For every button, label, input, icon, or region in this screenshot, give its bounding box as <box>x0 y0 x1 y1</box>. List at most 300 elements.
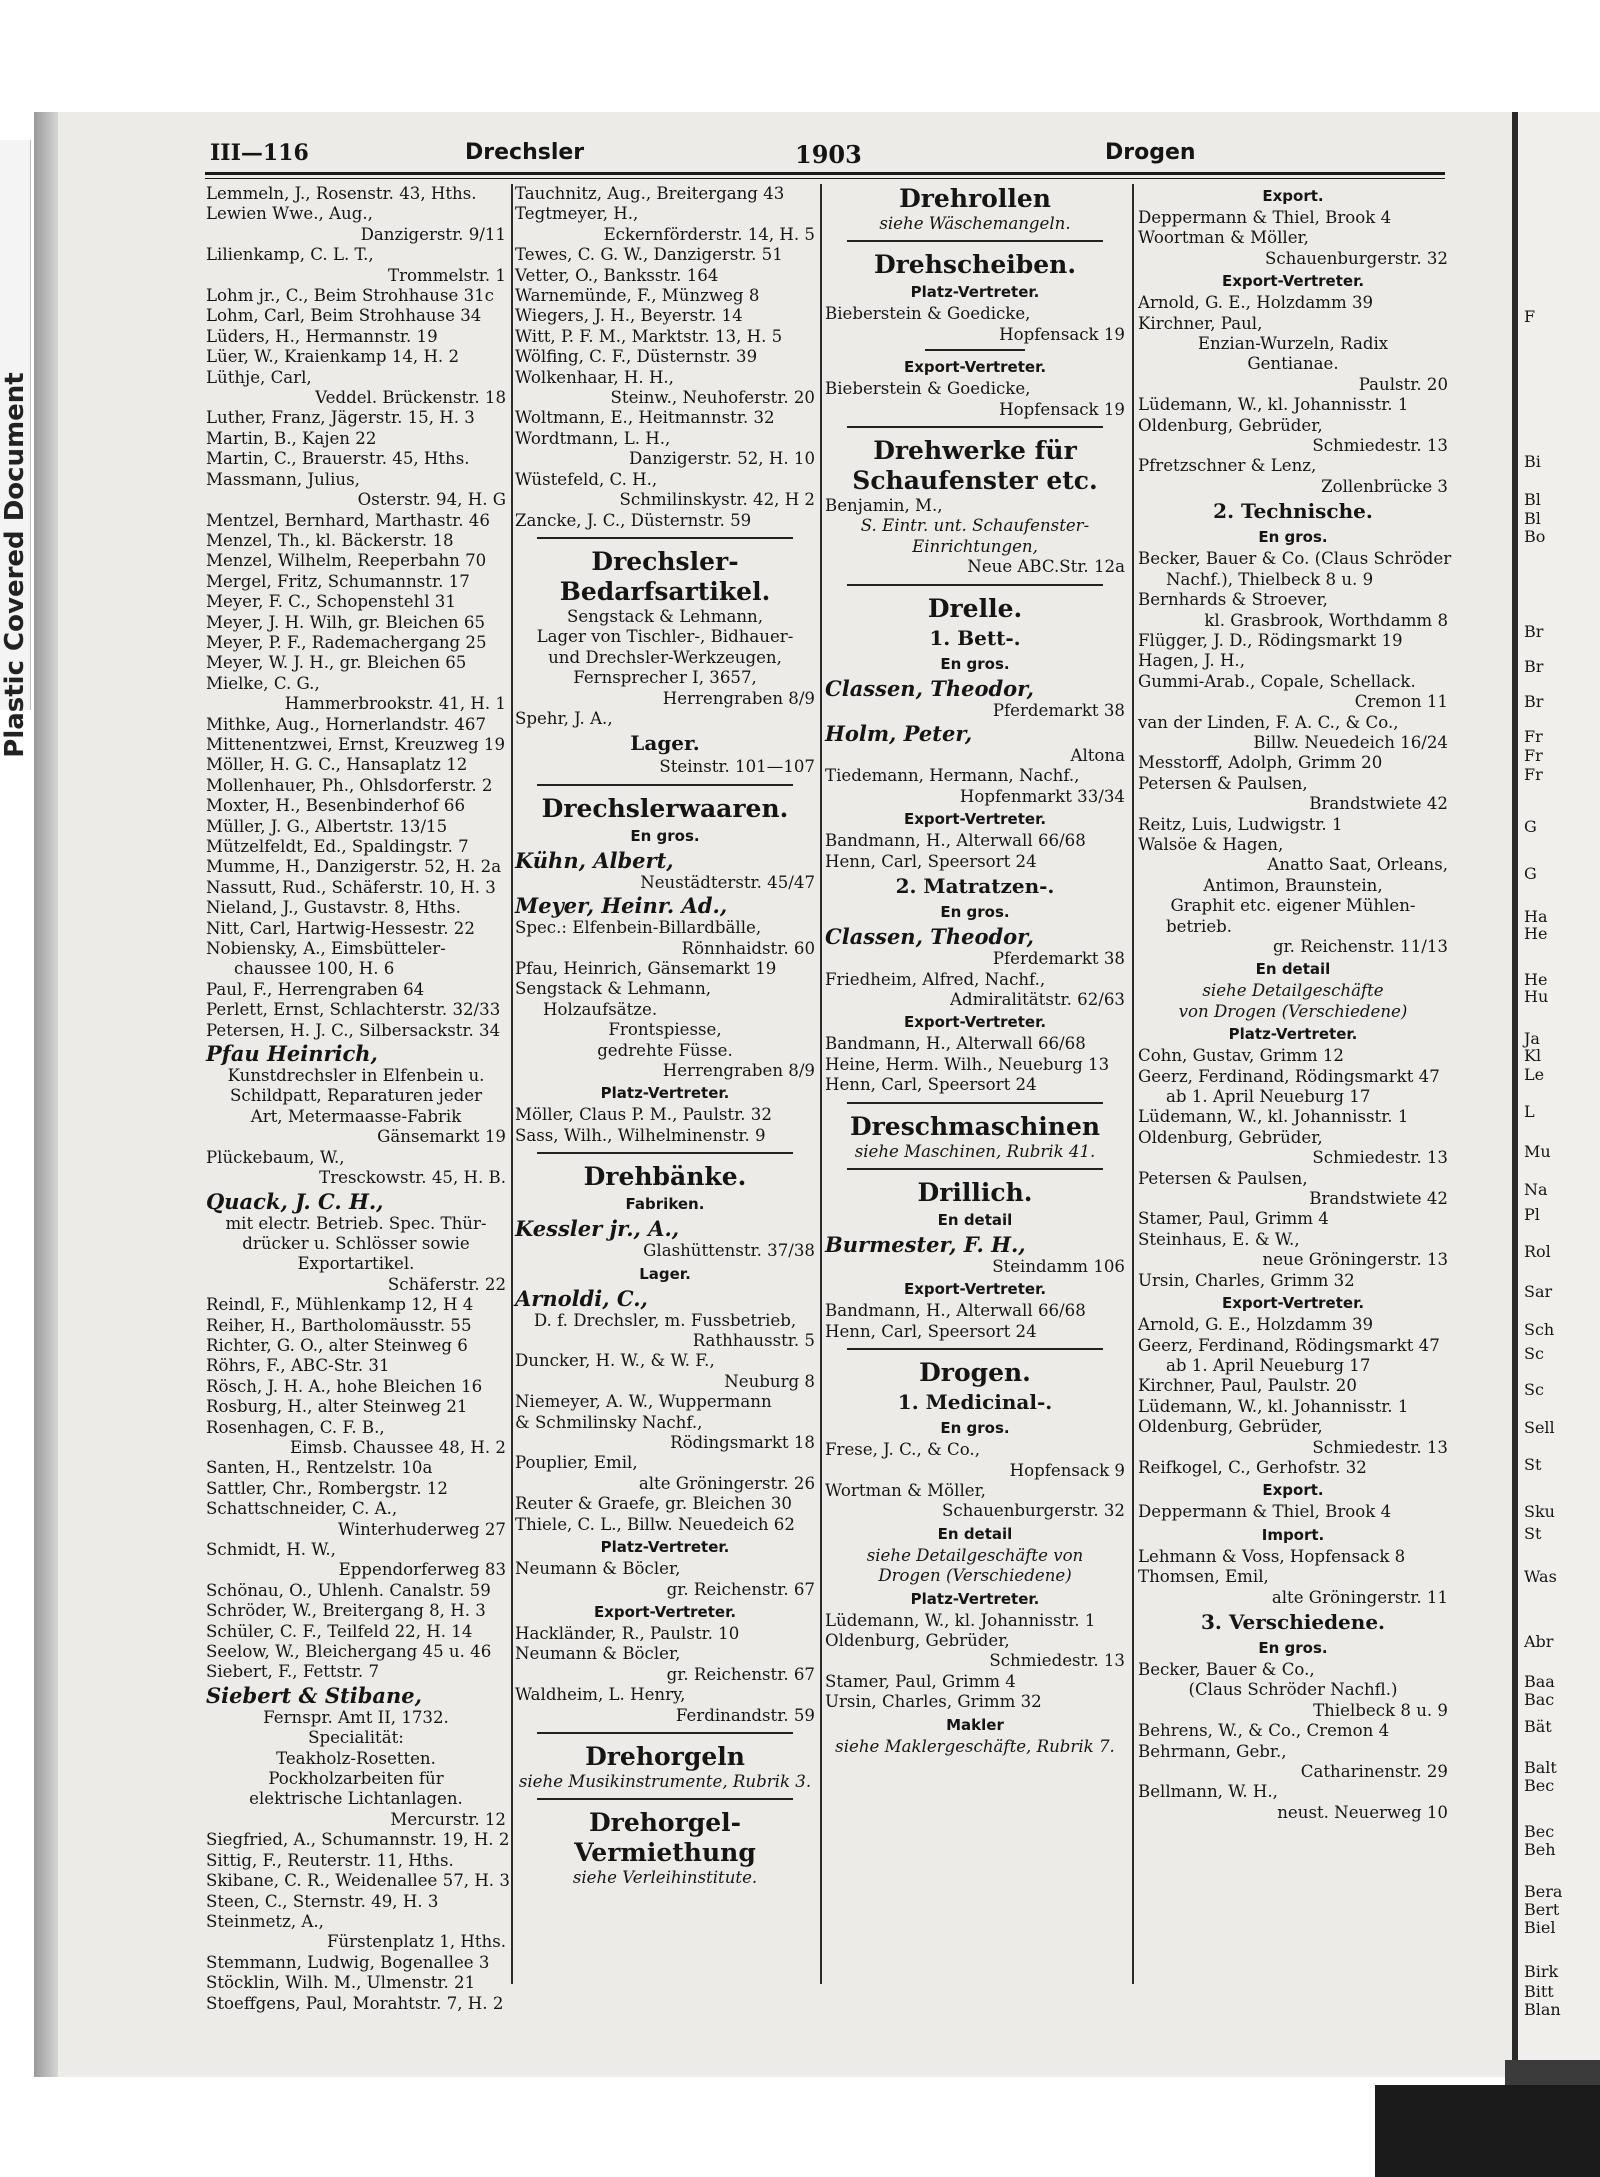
directory-line: drücker u. Schlösser sowie <box>242 1233 470 1253</box>
directory-line: Reitz, Luis, Ludwigstr. 1 <box>1138 814 1343 834</box>
directory-line: Mützelfeldt, Ed., Spaldingstr. 7 <box>206 837 469 856</box>
directory-line: Platz-Vertreter. <box>600 1084 730 1103</box>
directory-line: En detail <box>937 1524 1013 1543</box>
directory-line: Kirchner, Paul, Paulstr. 20 <box>1138 1376 1357 1396</box>
directory-line: Reindl, F., Mühlenkamp 12, H 4 <box>206 1295 474 1315</box>
next-page-fragment: F <box>1524 307 1536 326</box>
directory-line: Luther, Franz, Jägerstr. 15, H. 3 <box>206 408 475 428</box>
next-page-fragment: Ha <box>1524 907 1548 926</box>
directory-line: Eckernförderstr. 14, H. 5 <box>603 224 815 244</box>
directory-line: 1. Bett-. <box>929 625 1021 650</box>
directory-line: Tiedemann, Hermann, Nachf., <box>825 766 1080 786</box>
directory-line: Vetter, O., Banksstr. 164 <box>515 265 719 285</box>
directory-line: Benjamin, M., <box>825 496 943 516</box>
next-page-fragment: He <box>1524 970 1548 989</box>
directory-line: Bellmann, W. H., <box>1138 1782 1278 1802</box>
directory-line: Antimon, Braunstein, <box>1203 875 1383 895</box>
directory-line: neue Gröningerstr. 13 <box>1262 1250 1448 1270</box>
directory-line: kl. Grasbrook, Worthdamm 8 <box>1204 610 1448 630</box>
directory-line: Lager von Tischler-, Bidhauer- <box>536 627 794 647</box>
directory-line: Mentzel, Bernhard, Marthastr. 46 <box>206 510 490 530</box>
directory-line: Ursin, Charles, Grimm 32 <box>1138 1270 1355 1290</box>
next-page-fragment: Br <box>1524 692 1544 711</box>
section-rule <box>847 1168 1103 1170</box>
directory-line: Herrengraben 8/9 <box>662 1061 815 1080</box>
directory-line: Möller, H. G. C., Hansaplatz 12 <box>206 755 468 775</box>
directory-line: Bieberstein & Goedicke, <box>825 379 1031 399</box>
next-page-fragment: Sc <box>1524 1344 1544 1363</box>
header-rule-thick <box>205 172 1445 175</box>
sticker-text: Plastic Covered Document <box>0 372 30 758</box>
directory-line: Pfau Heinrich, <box>206 1041 378 1067</box>
directory-line: Kühn, Albert, <box>515 847 674 873</box>
directory-line: Hopfensack 9 <box>1009 1460 1125 1480</box>
header-rule-thin <box>205 178 1445 179</box>
directory-line: Wüstefeld, C. H., <box>515 469 658 489</box>
directory-line: Bieberstein & Goedicke, <box>825 304 1031 324</box>
directory-line: gr. Reichenstr. 67 <box>666 1664 815 1684</box>
directory-line: Export-Vertreter. <box>903 1280 1047 1299</box>
directory-line: Makler <box>946 1715 1004 1734</box>
directory-line: Steindamm 106 <box>992 1256 1125 1276</box>
next-page-fragment: G <box>1524 864 1537 883</box>
directory-line: Sengstack & Lehmann, <box>515 979 712 999</box>
directory-line: Export-Vertreter. <box>1221 272 1365 291</box>
directory-line: Friedheim, Alfred, Nachf., <box>825 969 1046 989</box>
directory-line: S. Eintr. unt. Schaufenster- <box>860 516 1090 536</box>
directory-line: Sass, Wilh., Wilhelminenstr. 9 <box>515 1125 766 1145</box>
directory-line: Hagen, J. H., <box>1138 651 1245 671</box>
directory-line: Becker, Bauer & Co. (Claus Schröder <box>1138 549 1452 569</box>
directory-line: Rathhausstr. 5 <box>692 1331 815 1351</box>
directory-line: Santen, H., Rentzelstr. 10a <box>206 1458 433 1478</box>
document-label-sticker <box>0 140 31 758</box>
directory-line: Enzian-Wurzeln, Radix <box>1197 334 1389 354</box>
directory-line: Graphit etc. eigener Mühlen- <box>1170 896 1416 916</box>
directory-line: Pfretzschner & Lenz, <box>1138 456 1317 476</box>
directory-line: En gros. <box>1258 1638 1328 1657</box>
directory-line: Röhrs, F., ABC-Str. 31 <box>206 1356 390 1376</box>
directory-line: Stoeffgens, Paul, Morahtstr. 7, H. 2 <box>206 1993 504 2013</box>
directory-line: Export-Vertreter. <box>903 358 1047 377</box>
column-separator <box>1132 184 1134 1984</box>
directory-line: Walsöe & Hagen, <box>1138 834 1284 854</box>
directory-line: Schröder, W., Breitergang 8, H. 3 <box>206 1601 486 1621</box>
directory-line: Oldenburg, Gebrüder, <box>1138 415 1323 435</box>
directory-line: Spehr, J. A., <box>515 708 613 728</box>
directory-line: Brandstwiete 42 <box>1309 1189 1448 1209</box>
directory-line: Holm, Peter, <box>825 721 973 747</box>
directory-line: Classen, Theodor, <box>825 675 1034 701</box>
directory-line: Anatto Saat, Orleans, <box>1267 855 1448 875</box>
directory-line: Winterhuderweg 27 <box>338 1519 506 1539</box>
directory-line: Lüdemann, W., kl. Johannisstr. 1 <box>1138 1107 1409 1127</box>
next-page-fragment: Bl <box>1524 490 1541 509</box>
directory-line: Paulstr. 20 <box>1358 374 1448 394</box>
next-page-fragment: Ja <box>1524 1029 1540 1048</box>
directory-line: Burmester, F. H., <box>825 1231 1026 1257</box>
directory-line: Schmiedestr. 13 <box>1312 1148 1448 1168</box>
next-page-fragment: Sc <box>1524 1380 1544 1399</box>
directory-line: Brandstwiete 42 <box>1309 794 1448 814</box>
directory-line: gedrehte Füsse. <box>597 1040 733 1060</box>
directory-line: Fürstenplatz 1, Hths. <box>326 1932 506 1952</box>
directory-line: Sittig, F., Reuterstr. 11, Hths. <box>206 1850 454 1870</box>
directory-line: En gros. <box>940 1419 1010 1438</box>
directory-line: Behrmann, Gebr., <box>1138 1741 1287 1761</box>
section-rule <box>847 426 1103 428</box>
next-page-fragment: Sell <box>1524 1418 1555 1437</box>
directory-line: Becker, Bauer & Co., <box>1138 1659 1315 1679</box>
directory-line: Mergel, Fritz, Schumannstr. 17 <box>206 571 470 591</box>
next-page-fragment: Pl <box>1524 1205 1540 1224</box>
directory-line: 2. Matratzen-. <box>895 874 1055 899</box>
directory-line: Meyer, F. C., Schopenstehl 31 <box>206 592 456 612</box>
directory-line: Platz-Vertreter. <box>910 1589 1040 1608</box>
directory-line: Niemeyer, A. W., Wuppermann <box>515 1392 772 1412</box>
directory-line: Rosenhagen, C. F. B., <box>206 1417 385 1437</box>
directory-line: Herrengraben 8/9 <box>662 688 815 708</box>
directory-line: Behrens, W., & Co., Cremon 4 <box>1138 1721 1390 1741</box>
directory-line: Schmiedestr. 13 <box>989 1651 1125 1671</box>
directory-line: Pfau, Heinrich, Gänsemarkt 19 <box>515 958 777 978</box>
directory-line: Nassutt, Rud., Schäferstr. 10, H. 3 <box>206 877 496 897</box>
directory-line: Hopfensack 19 <box>999 399 1125 419</box>
directory-line: Deppermann & Thiel, Brook 4 <box>1138 208 1392 227</box>
directory-line: Martin, B., Kajen 22 <box>206 428 377 448</box>
page-number: III—116 <box>210 140 309 166</box>
directory-line: Steinstr. 101—107 <box>659 757 815 777</box>
directory-line: Meyer, P. F., Rademachergang 25 <box>206 632 487 652</box>
directory-line: Siebert, F., Fettstr. 7 <box>206 1662 380 1682</box>
directory-line: Rosburg, H., alter Steinweg 21 <box>206 1397 468 1417</box>
directory-line: Bernhards & Stroever, <box>1138 590 1328 610</box>
directory-line: Henn, Carl, Speersort 24 <box>825 1321 1037 1341</box>
directory-line: Admiralitätstr. 62/63 <box>950 989 1125 1009</box>
directory-line: Drechslerwaaren. <box>541 793 789 823</box>
directory-line: Nachf.), Thielbeck 8 u. 9 <box>1166 569 1374 589</box>
directory-line: Billw. Neuedeich 16/24 <box>1253 732 1448 752</box>
directory-line: Nitt, Carl, Hartwig-Hessestr. 22 <box>206 918 475 938</box>
directory-line: Woltmann, E., Heitmannstr. 32 <box>515 408 775 428</box>
directory-line: Steinw., Neuhoferstr. 20 <box>610 388 815 408</box>
next-page-fragment: Mu <box>1524 1142 1551 1161</box>
directory-line: En detail <box>1255 960 1331 979</box>
directory-line: Stamer, Paul, Grimm 4 <box>1138 1209 1329 1229</box>
directory-line: Hopfensack 19 <box>999 324 1125 344</box>
directory-line: Müller, J. G., Albertstr. 13/15 <box>206 816 448 836</box>
directory-line: Reuter & Graefe, gr. Bleichen 30 <box>515 1494 792 1514</box>
directory-line: Schmilinskystr. 42, H 2 <box>619 490 815 510</box>
directory-line: Schildpatt, Reparaturen jeder <box>229 1086 483 1106</box>
directory-line: Export-Vertreter. <box>593 1602 737 1621</box>
directory-line: Drogen (Verschiedene) <box>878 1566 1072 1586</box>
directory-line: ab 1. April Neueburg 17 <box>1166 1087 1371 1107</box>
directory-line: Petersen & Paulsen, <box>1138 1168 1308 1188</box>
directory-line: Wordtmann, L. H., <box>515 428 671 448</box>
directory-line: (Claus Schröder Nachfl.) <box>1188 1680 1398 1700</box>
directory-line: Rödingsmarkt 18 <box>670 1433 815 1453</box>
directory-line: Schauenburgerstr. 32 <box>941 1501 1125 1521</box>
directory-line: siehe Detailgeschäfte von <box>866 1545 1084 1565</box>
directory-line: Altona <box>1070 746 1125 766</box>
directory-line: Lohm jr., C., Beim Strohhause 31c <box>206 286 494 306</box>
next-page-fragment: Biel <box>1524 1918 1556 1937</box>
directory-line: Rösch, J. H. A., hohe Bleichen 16 <box>206 1376 483 1396</box>
directory-line: Mercurstr. 12 <box>390 1809 506 1829</box>
directory-line: Sattler, Chr., Rombergstr. 12 <box>206 1478 448 1498</box>
directory-line: Trommelstr. 1 <box>388 265 506 285</box>
directory-line: Drillich. <box>917 1177 1033 1207</box>
next-page-fragment: Bera <box>1524 1882 1563 1901</box>
directory-line: Neumann & Böcler, <box>515 1559 681 1579</box>
next-page-fragment: St <box>1524 1455 1542 1474</box>
directory-line: Lehmann & Voss, Hopfensack 8 <box>1138 1546 1406 1566</box>
directory-line: Gummi-Arab., Copale, Schellack. <box>1138 671 1416 691</box>
directory-line: Export-Vertreter. <box>903 1013 1047 1032</box>
directory-line: Drehwerke für <box>873 436 1077 466</box>
directory-line: Neuburg 8 <box>724 1371 815 1391</box>
directory-line: Meyer, J. H. Wilh, gr. Bleichen 65 <box>206 612 485 632</box>
directory-line: Hopfenmarkt 33/34 <box>959 786 1125 806</box>
next-page-fragment: L <box>1524 1102 1535 1121</box>
binding-shadow <box>34 112 58 2077</box>
directory-line: Drechsler- <box>591 546 739 576</box>
directory-line: 1. Medicinal-. <box>897 1390 1053 1415</box>
directory-line: Neustädterstr. 45/47 <box>640 872 815 892</box>
directory-line: Art, Metermaasse-Fabrik <box>250 1106 462 1126</box>
directory-line: Schmiedestr. 13 <box>1312 436 1448 456</box>
section-rule <box>537 1798 793 1800</box>
directory-line: Export-Vertreter. <box>903 810 1047 829</box>
header-year: 1903 <box>795 140 862 169</box>
directory-line: siehe Detailgeschäfte <box>1202 981 1384 1001</box>
directory-line: Osterstr. 94, H. G <box>357 490 506 510</box>
directory-line: Drehbänke. <box>583 1162 747 1192</box>
directory-line: En gros. <box>940 654 1010 673</box>
directory-line: Oldenburg, Gebrüder, <box>1138 1127 1323 1147</box>
directory-line: Thielbeck 8 u. 9 <box>1313 1700 1448 1720</box>
directory-line: Lohm, Carl, Beim Strohhause 34 <box>206 306 482 326</box>
directory-line: Martin, C., Brauerstr. 45, Hths. <box>206 449 470 469</box>
directory-line: Richter, G. O., alter Steinweg 6 <box>206 1335 468 1355</box>
directory-line: gr. Reichenstr. 11/13 <box>1272 937 1448 956</box>
directory-line: Mielke, C. G., <box>206 673 320 693</box>
directory-column-4 <box>1138 184 1452 1823</box>
directory-line: Reiher, H., Bartholomäusstr. 55 <box>206 1315 472 1335</box>
directory-line: Cremon 11 <box>1354 692 1448 712</box>
directory-line: Lilienkamp, C. L. T., <box>206 245 374 265</box>
directory-line: Neue ABC.Str. 12a <box>967 557 1125 577</box>
directory-line: Waldheim, L. Henry, <box>515 1685 686 1705</box>
directory-line: Einrichtungen, <box>912 536 1038 556</box>
directory-line: siehe Verleihinstitute. <box>572 1868 758 1888</box>
next-page-fragment: Bl <box>1524 509 1541 528</box>
directory-line: Platz-Vertreter. <box>910 283 1040 302</box>
directory-line: Fabriken. <box>625 1195 705 1214</box>
directory-line: Platz-Vertreter. <box>600 1538 730 1557</box>
directory-line: Lager. <box>630 731 700 756</box>
directory-line: Dreschmaschinen <box>849 1111 1101 1141</box>
section-rule <box>847 584 1103 586</box>
directory-line: Glashüttenstr. 37/38 <box>643 1241 815 1261</box>
directory-line: Pouplier, Emil, <box>515 1453 638 1473</box>
directory-line: Tewes, C. G. W., Danzigerstr. 51 <box>515 245 783 265</box>
next-page-fragment: Bät <box>1524 1717 1552 1736</box>
directory-line: Drehorgeln <box>585 1741 745 1771</box>
directory-line: & Schmilinsky Nachf., <box>515 1412 703 1432</box>
directory-line: Danzigerstr. 9/11 <box>360 224 506 244</box>
directory-line: Nobiensky, A., Eimsbütteler- <box>206 939 446 959</box>
directory-line: Geerz, Ferdinand, Rödingsmarkt 47 <box>1138 1066 1440 1086</box>
directory-line: neust. Neuerweg 10 <box>1277 1802 1448 1822</box>
directory-line: Platz-Vertreter. <box>1228 1025 1358 1044</box>
directory-line: gr. Reichenstr. 67 <box>666 1579 815 1599</box>
directory-line: En gros. <box>1258 528 1328 547</box>
column-separator <box>511 184 513 1984</box>
next-page-fragment: Birk <box>1524 1962 1559 1981</box>
directory-line: Export. <box>1262 187 1324 205</box>
directory-line: siehe Musikinstrumente, Rubrik 3. <box>518 1771 812 1791</box>
directory-column-3 <box>825 184 1125 1757</box>
next-page-edge <box>1518 112 1600 2077</box>
section-rule <box>537 1732 793 1734</box>
directory-line: Bandmann, H., Alterwall 66/68 <box>825 831 1086 851</box>
next-page-fragment: G <box>1524 817 1537 836</box>
directory-line: Reifkogel, C., Gerhofstr. 32 <box>1138 1457 1367 1477</box>
directory-line: Drogen. <box>919 1358 1031 1388</box>
directory-line: Holzaufsätze. <box>543 999 658 1019</box>
directory-line: En gros. <box>940 903 1010 922</box>
next-page-fragment: St <box>1524 1524 1542 1543</box>
scanner-edge-dark <box>1375 2085 1600 2177</box>
directory-line: Lewien Wwe., Aug., <box>206 204 373 224</box>
section-rule <box>537 1152 793 1154</box>
directory-line: Arnold, G. E., Holzdamm 39 <box>1138 293 1374 313</box>
directory-line: Classen, Theodor, <box>825 924 1034 950</box>
directory-line: Kunstdrechsler in Elfenbein u. <box>227 1066 485 1086</box>
directory-line: En gros. <box>630 826 700 845</box>
section-rule <box>537 537 793 539</box>
directory-line: Kessler jr., A., <box>515 1216 680 1242</box>
directory-line: und Drechsler-Werkzeugen, <box>548 647 782 667</box>
next-page-fragment: Bec <box>1524 1822 1555 1841</box>
directory-line: Danzigerstr. 52, H. 10 <box>629 449 815 469</box>
directory-line: Tegtmeyer, H., <box>515 204 639 224</box>
directory-line: Rönnhaidstr. 60 <box>681 938 815 958</box>
next-page-fragment: Hu <box>1524 987 1549 1006</box>
directory-line: Wortman & Möller, <box>825 1480 986 1500</box>
directory-line: van der Linden, F. A. C., & Co., <box>1138 712 1399 732</box>
directory-line: Möller, Claus P. M., Paulstr. 32 <box>515 1105 772 1125</box>
next-page-fragment: Sku <box>1524 1502 1555 1521</box>
directory-line: Ursin, Charles, Grimm 32 <box>825 1692 1042 1712</box>
next-page-fragment: Bec <box>1524 1776 1555 1795</box>
directory-line: alte Gröningerstr. 11 <box>1271 1587 1448 1607</box>
directory-line: Lüer, W., Kraienkamp 14, H. 2 <box>206 347 460 367</box>
directory-line: Exportartikel. <box>297 1254 415 1274</box>
directory-line: Schmiedestr. 13 <box>1312 1437 1448 1457</box>
directory-line: Bandmann, H., Alterwall 66/68 <box>825 1301 1086 1321</box>
directory-line: Oldenburg, Gebrüder, <box>825 1631 1010 1650</box>
next-page-fragment: Bert <box>1524 1900 1560 1919</box>
next-page-fragment: Bitt <box>1524 1982 1554 2001</box>
next-page-fragment: Na <box>1524 1180 1548 1199</box>
directory-line: Warnemünde, F., Münzweg 8 <box>515 286 760 306</box>
next-page-fragment: Beh <box>1524 1840 1556 1859</box>
directory-line: Mumme, H., Danzigerstr. 52, H. 2a <box>206 857 502 877</box>
directory-line: Hammerbrookstr. 41, H. 1 <box>284 694 506 714</box>
next-page-fragment: Blan <box>1524 2000 1561 2019</box>
next-page-fragment: Fr <box>1524 746 1543 765</box>
directory-line: Schüler, C. F., Teilfeld 22, H. 14 <box>206 1621 473 1641</box>
directory-line: Stöcklin, Wilh. M., Ulmenstr. 21 <box>206 1973 476 1993</box>
section-rule <box>847 240 1103 242</box>
directory-line: Mithke, Aug., Hornerlandstr. 467 <box>206 714 487 734</box>
directory-line: Gänsemarkt 19 <box>377 1127 506 1147</box>
directory-line: mit electr. Betrieb. Spec. Thür- <box>225 1213 487 1233</box>
section-rule <box>537 784 793 786</box>
directory-line: Lager. <box>639 1264 691 1283</box>
directory-line: ab 1. April Neueburg 17 <box>1166 1355 1371 1375</box>
directory-line: Pferdemarkt 38 <box>992 949 1125 969</box>
directory-line: Deppermann & Thiel, Brook 4 <box>1138 1502 1392 1522</box>
directory-line: Thiele, C. L., Billw. Neuedeich 62 <box>515 1514 795 1534</box>
directory-line: Paul, F., Herrengraben 64 <box>206 979 425 999</box>
directory-line: En detail <box>937 1210 1013 1229</box>
directory-line: Menzel, Wilhelm, Reeperbahn 70 <box>206 551 487 571</box>
directory-line: Schauenburgerstr. 32 <box>1264 248 1448 268</box>
directory-line: Schönau, O., Uhlenh. Canalstr. 59 <box>206 1580 491 1600</box>
directory-line: Woortman & Möller, <box>1138 228 1309 248</box>
directory-line: Export. <box>1262 1481 1324 1500</box>
directory-line: Fernsprecher I, 3657, <box>573 668 757 688</box>
directory-line: Zancke, J. C., Düsternstr. 59 <box>515 510 752 530</box>
directory-line: von Drogen (Verschiedene) <box>1178 1001 1408 1021</box>
directory-line: Lüdemann, W., kl. Johannisstr. 1 <box>825 1610 1096 1630</box>
directory-line: Siebert & Stibane, <box>206 1682 422 1708</box>
directory-line: Vermiethung <box>574 1838 756 1868</box>
directory-line: Steinhaus, E. & W., <box>1138 1229 1300 1249</box>
directory-line: Tresckowstr. 45, H. B. <box>319 1168 506 1188</box>
directory-line: chaussee 100, H. 6 <box>234 959 395 979</box>
directory-line: Hackländer, R., Paulstr. 10 <box>515 1623 740 1643</box>
directory-line: siehe Maschinen, Rubrik 41. <box>854 1141 1096 1161</box>
directory-line: Thomsen, Emil, <box>1138 1567 1269 1587</box>
directory-line: Drehorgel- <box>588 1808 742 1838</box>
next-page-fragment: Bi <box>1524 452 1541 471</box>
directory-line: Kirchner, Paul, <box>1138 313 1263 333</box>
directory-line: Nieland, J., Gustavstr. 8, Hths. <box>206 898 461 918</box>
column-separator <box>820 184 822 1984</box>
next-page-fragment: Fr <box>1524 727 1543 746</box>
directory-line: Sengstack & Lehmann, <box>566 606 764 626</box>
directory-line: Mittenentzwei, Ernst, Kreuzweg 19 <box>206 734 506 754</box>
directory-line: Petersen & Paulsen, <box>1138 773 1308 793</box>
directory-line: Massmann, Julius, <box>206 469 360 489</box>
next-page-fragment: Br <box>1524 657 1544 676</box>
directory-line: Tauchnitz, Aug., Breitergang 43 <box>515 184 785 203</box>
next-page-fragment: Bac <box>1524 1690 1555 1709</box>
directory-line: Arnold, G. E., Holzdamm 39 <box>1138 1315 1374 1335</box>
next-page-fragment: Sar <box>1524 1282 1553 1301</box>
directory-line: Schmidt, H. W., <box>206 1540 336 1559</box>
directory-line: Quack, J. C. H., <box>206 1188 384 1214</box>
directory-line: Spec.: Elfenbein-Billardbälle, <box>515 918 762 938</box>
directory-line: Drelle. <box>927 593 1023 623</box>
directory-line: Bandmann, H., Alterwall 66/68 <box>825 1034 1086 1054</box>
directory-line: Henn, Carl, Speersort 24 <box>825 851 1037 871</box>
